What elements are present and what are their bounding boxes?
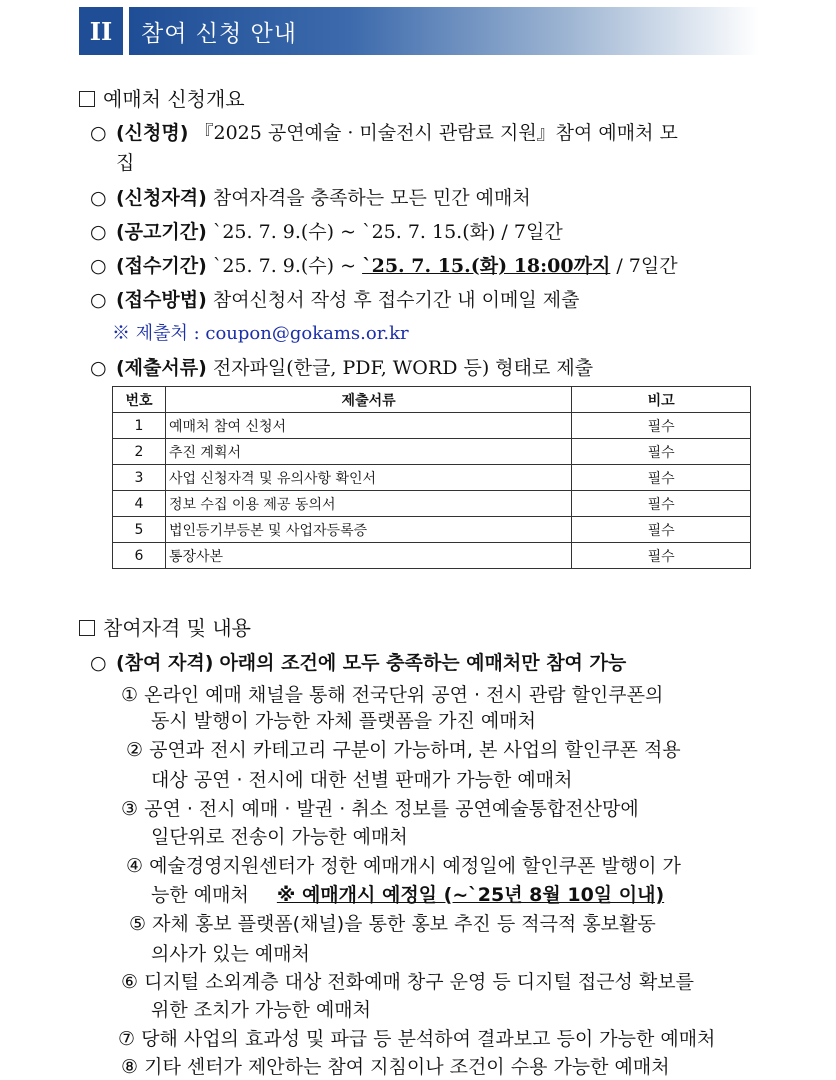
condition-4: ④ 예술경영지원센터가 정한 예매개시 예정일에 할인쿠폰 발행이 가 [126,855,681,877]
table-row: 6 통장사본 필수 [113,543,751,569]
item-eligibility: ○ (신청자격) 참여자격을 충족하는 모든 민간 예매처 [90,187,531,209]
condition-1: ① 온라인 예매 채널을 통해 전국단위 공연 · 전시 관람 할인쿠폰의 [121,684,664,706]
submission-email-note: ※ 제출처 : coupon@gokams.or.kr [112,323,409,344]
deadline-highlight: `25. 7. 15.(화) 18:00까지 [362,255,611,277]
table-row: 2 추진 계획서 필수 [113,439,751,465]
table-row: 3 사업 신청자격 및 유의사항 확인서 필수 [113,465,751,491]
subsection-title-eligibility [79,615,251,641]
item-notice-period: ○ (공고기간) `25. 7. 9.(수) ~ `25. 7. 15.(화) / 7일간 [90,221,563,243]
condition-5-cont: 의사가 있는 예매처 [151,943,310,965]
condition-4-cont: 능한 예매처 ※ 예매개시 예정일 (~`25년 8월 10일 이내) [151,884,665,906]
table-header-row [113,387,751,413]
col-header-number: 번호 [113,387,166,413]
item-receipt-method: ○ (접수방법) 참여신청서 작성 후 접수기간 내 이메일 제출 [90,289,580,311]
table-row: 1 예매처 참여 신청서 필수 [113,413,751,439]
item-application-name-cont: 집 [116,152,135,174]
subsection-title-overview [79,86,245,112]
subsection-title-text: 참여자격 및 내용 [103,616,251,640]
condition-7: ⑦ 당해 사업의 효과성 및 파급 등 분석하여 결과보고 등이 가능한 예매처 [118,1028,716,1050]
condition-2-cont: 대상 공연 · 전시에 대한 선별 판매가 가능한 예매처 [151,769,573,791]
section-title: 참여 신청 안내 [129,7,759,55]
condition-3: ③ 공연 · 전시 예매 · 발권 · 취소 정보를 공연예술통합전산망에 [121,798,639,820]
condition-6: ⑥ 디지털 소외계층 대상 전화예매 창구 운영 등 디지털 접근성 확보를 [121,971,695,993]
subsection-title-text: 예매처 신청개요 [103,87,245,111]
section-number: II [79,7,123,55]
table-row: 4 정보 수집 이용 제공 동의서 필수 [113,491,751,517]
item-submission-docs: ○ (제출서류) 전자파일(한글, PDF, WORD 등) 형태로 제출 [90,357,594,379]
table-row: 5 법인등기부등본 및 사업자등록증 필수 [113,517,751,543]
participation-lead: ○ (참여 자격) 아래의 조건에 모두 충족하는 예매처만 참여 가능 [90,652,627,674]
condition-2: ② 공연과 전시 카테고리 구분이 가능하며, 본 사업의 할인쿠폰 적용 [126,739,681,761]
item-application-name: ○ (신청명) 『2025 공연예술 · 미술전시 관람료 지원』참여 예매처 모 [90,122,678,144]
condition-3-cont: 일단위로 전송이 가능한 예매처 [151,826,408,848]
condition-1-cont: 동시 발행이 가능한 자체 플랫폼을 가진 예매처 [151,710,536,732]
item-receipt-period: ○ (접수기간) `25. 7. 9.(수) ~ `25. 7. 15.(화) 18:00까지 / 7일간 [90,255,678,277]
checkbox-square-icon [79,91,95,107]
section-header [79,7,759,55]
checkbox-square-icon [79,620,95,636]
col-header-document: 제출서류 [165,387,571,413]
condition-6-cont: 위한 조치가 가능한 예매처 [151,999,372,1021]
condition-8: ⑧ 기타 센터가 제안하는 참여 지침이나 조건이 수용 가능한 예매처 [121,1056,670,1078]
col-header-remarks: 비고 [572,387,751,413]
open-date-note: ※ 예매개시 예정일 (~`25년 8월 10일 이내) [276,884,665,906]
condition-5: ⑤ 자체 홍보 플랫폼(채널)을 통한 홍보 추진 등 적극적 홍보활동 [129,913,656,935]
documents-table [112,386,751,569]
